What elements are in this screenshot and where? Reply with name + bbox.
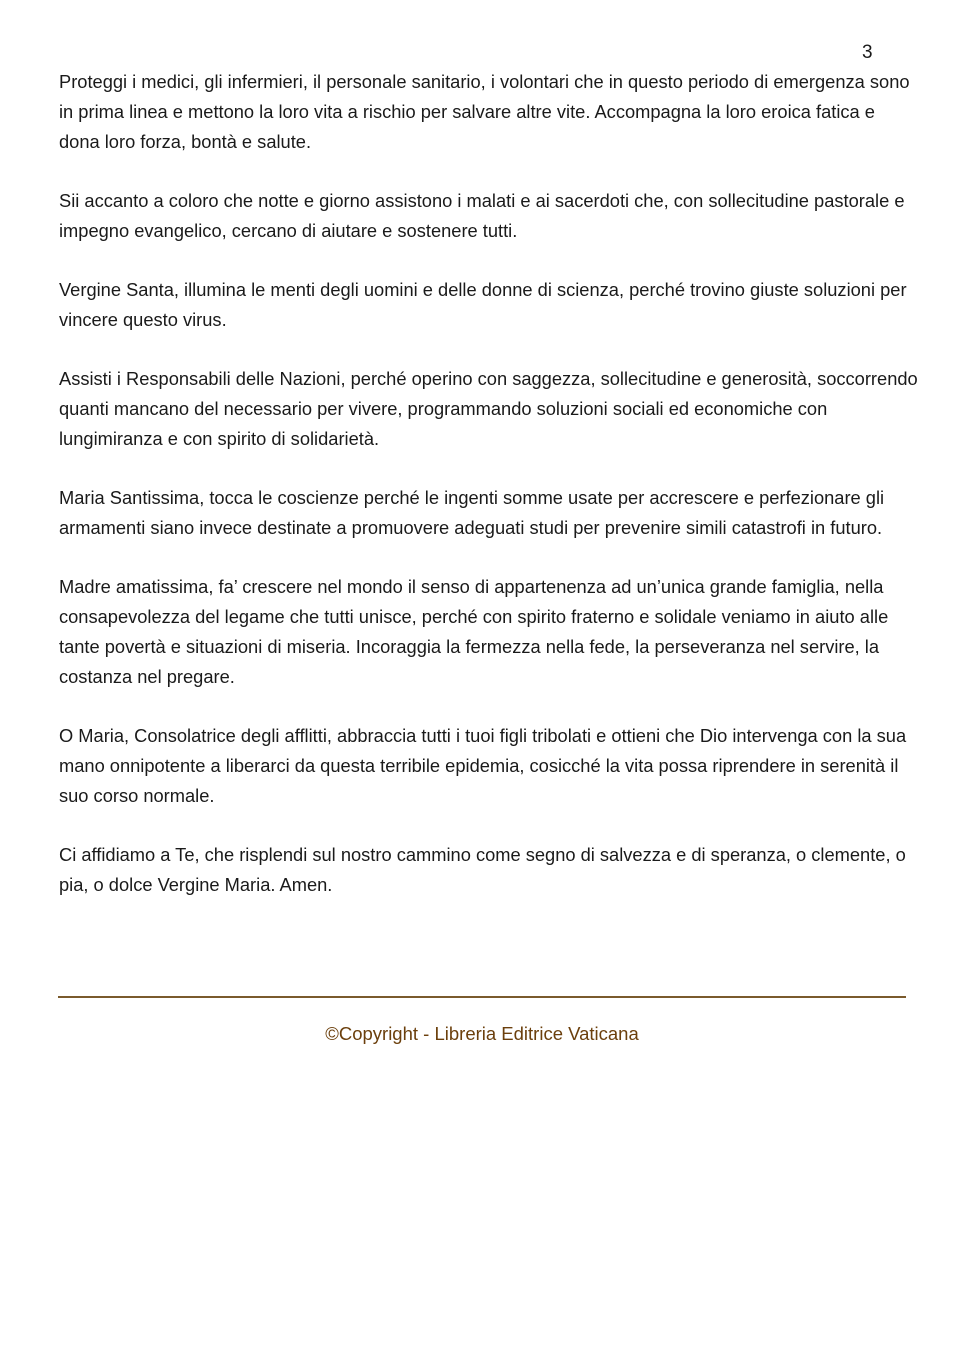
paragraph-near-the-sick: Sii accanto a coloro che notte e giorno assistono i malati e ai sacerdoti che, con sollecitudine pastorale e impegno evangelico, cercano di aiutare e sostenere tutti. bbox=[59, 190, 905, 241]
paragraph-amen: Ci affidiamo a Te, che risplendi sul nostro cammino come segno di salvezza e di speranza, o clemente, o pia, o dolce Vergine Maria. Amen. bbox=[59, 844, 906, 895]
paragraph-protect-medics: Proteggi i medici, gli infermieri, il personale sanitario, i volontari che in questo periodo di emergenza sono in prima linea e mettono la loro vita a rischio per salvare altre vite. Accompagna la loro eroica fatica e dona loro forza, bontà e salute. bbox=[59, 71, 910, 152]
footer-divider bbox=[58, 996, 906, 998]
copyright-notice: ©Copyright - Libreria Editrice Vaticana bbox=[325, 1023, 639, 1044]
page-number: 3 bbox=[862, 42, 873, 63]
paragraph-men-of-science: Vergine Santa, illumina le menti degli uomini e delle donne di scienza, perché trovino giuste soluzioni per vincere questo virus. bbox=[59, 279, 907, 330]
paragraph-consciences: Maria Santissima, tocca le coscienze perché le ingenti somme usate per accrescere e perfezionare gli armamenti siano invece destinate a promuovere adeguati studi per prevenire simili catastrofi in futuro. bbox=[59, 487, 885, 538]
paragraph-nation-leaders: Assisti i Responsabili delle Nazioni, perché operino con saggezza, sollecitudine e generosità, soccorrendo quanti mancano del necessario per vivere, programmando soluzioni sociali ed economiche con lungimiranza e con spirito di solidarietà. bbox=[59, 368, 918, 449]
paragraph-one-family: Madre amatissima, fa’ crescere nel mondo il senso di appartenenza ad un’unica grande famiglia, nella consapevolezza del legame che tutti unisce, perché con spirito fraterno e solidale veniamo in aiuto alle tante povertà e situazioni di miseria. Incoraggia la fermezza nella fede, la perseveranza nel servire, la costanza nel pregare. bbox=[59, 576, 889, 687]
prayer-body bbox=[59, 67, 919, 929]
paragraph-consolatrix: O Maria, Consolatrice degli afflitti, abbraccia tutti i tuoi figli tribolati e ottieni che Dio intervenga con la sua mano onnipotente a liberarci da questa terribile epidemia, cosicché la vita possa riprendere in serenità il suo corso normale. bbox=[59, 725, 907, 806]
